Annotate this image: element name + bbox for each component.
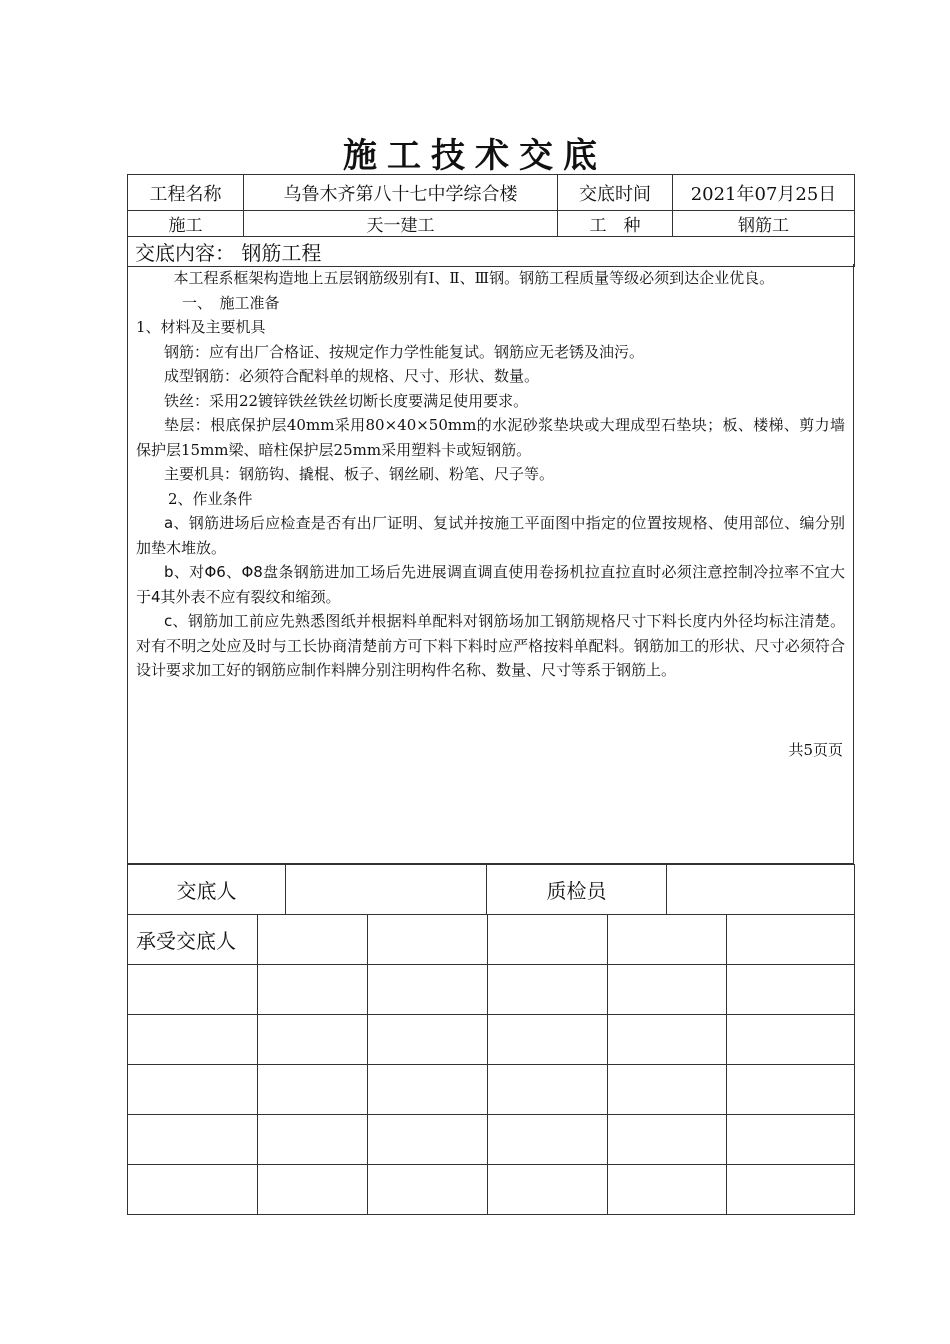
page-title: 施工技术交底: [343, 136, 607, 176]
signature-cell[interactable]: [368, 1115, 488, 1165]
signature-cell[interactable]: [368, 965, 488, 1015]
signature-cell[interactable]: [608, 1065, 727, 1115]
cushion-paragraph: 垫层：根底保护层40mm采用80×40×50mm的水泥砂浆垫块或大理成型石垫块；板、楼梯、剪力墙保护层15mm梁、暗柱保护层25mm采用塑料卡或短钢筋。: [136, 416, 845, 459]
item-a-paragraph: a、钢筋进场后应检查是否有出厂证明、复试并按施工平面图中指定的位置按规格、使用部位、编分别加垫木堆放。: [136, 514, 845, 557]
receiver-grid: [127, 914, 855, 1215]
signature-cell[interactable]: [258, 1065, 368, 1115]
signature-cell[interactable]: [368, 915, 488, 965]
trade-label: 工 种: [558, 211, 673, 237]
trade-value: 钢筋工: [673, 211, 855, 237]
signature-cell[interactable]: [258, 965, 368, 1015]
signature-cell[interactable]: [368, 1065, 488, 1115]
contractor-value: 天一建工: [244, 211, 558, 237]
briefer-label: 交底人: [128, 865, 286, 915]
signature-cell[interactable]: [488, 965, 608, 1015]
page-count-note: 共5页页: [788, 741, 843, 759]
item-c-paragraph: c、钢筋加工前应先熟悉图纸并根据料单配料对钢筋场加工钢筋规格尺寸下料长度内外径均标注清楚。对有不明之处应及时与工长协商清楚前方可下料下料时应严格按料单配料。钢筋加工的形状、尺寸必须符合设计要求加工好的钢筋应制作料牌分别注明构件名称、数量、尺寸等系于钢筋上。: [136, 612, 845, 679]
wire-paragraph: 铁丝：采用22镀锌铁丝铁丝切断长度要满足使用要求。: [164, 391, 529, 410]
formed-rebar-paragraph: 成型钢筋：必须符合配料单的规格、尺寸、形状、数量。: [164, 367, 540, 385]
subsection-materials: 1、材料及主要机具: [136, 318, 266, 336]
section-heading: 一、 施工准备: [182, 293, 280, 312]
signature-cell[interactable]: [608, 965, 727, 1015]
signature-cell[interactable]: [128, 965, 258, 1015]
content-label: 交底内容： 钢筋工程: [128, 237, 855, 267]
briefing-time-value: 2021年07月25日: [673, 175, 855, 211]
signature-cell[interactable]: [608, 1115, 727, 1165]
signature-cell[interactable]: [488, 1015, 608, 1065]
inspector-label: 质检员: [487, 865, 667, 915]
intro-paragraph: 本工程系框架构造地上五层钢筋级别有Ⅰ、Ⅱ、Ⅲ钢。钢筋工程质量等级必须到达企业优良。: [173, 269, 775, 287]
signature-cell[interactable]: [727, 1115, 855, 1165]
briefing-content: [136, 266, 845, 683]
signature-cell[interactable]: [368, 1015, 488, 1065]
receiver-label: 承受交底人: [128, 915, 258, 965]
signature-cell[interactable]: [488, 1065, 608, 1115]
signature-cell[interactable]: [368, 1165, 488, 1215]
signature-cell[interactable]: [488, 915, 608, 965]
signature-cell[interactable]: [258, 1115, 368, 1165]
signature-cell[interactable]: [608, 1015, 727, 1065]
signature-cell[interactable]: [128, 1015, 258, 1065]
signature-cell[interactable]: [128, 1165, 258, 1215]
signature-cell[interactable]: [128, 1065, 258, 1115]
signature-cell[interactable]: [608, 915, 727, 965]
inspector-signature-cell[interactable]: [667, 865, 855, 915]
signature-cell[interactable]: [727, 1065, 855, 1115]
rebar-paragraph: 钢筋：应有出厂合格证、按规定作力学性能复试。钢筋应无老锈及油污。: [164, 342, 645, 361]
signature-cell[interactable]: [727, 1165, 855, 1215]
signoff-table: [127, 864, 855, 915]
project-name-label: 工程名称: [128, 175, 244, 211]
header-table: [127, 174, 855, 267]
briefing-time-label: 交底时间: [558, 175, 673, 211]
briefer-signature-cell[interactable]: [286, 865, 487, 915]
signature-cell[interactable]: [727, 1015, 855, 1065]
tools-paragraph: 主要机具：钢筋钩、撬棍、板子、钢丝刷、粉笔、尺子等。: [164, 465, 555, 483]
signature-cell[interactable]: [488, 1165, 608, 1215]
signature-cell[interactable]: [128, 1115, 258, 1165]
subsection-conditions: 2、作业条件: [168, 489, 253, 508]
signature-cell[interactable]: [258, 1165, 368, 1215]
signature-cell[interactable]: [727, 965, 855, 1015]
signature-cell[interactable]: [727, 915, 855, 965]
signature-cell[interactable]: [258, 1015, 368, 1065]
briefing-content-box: [127, 264, 854, 864]
signature-cell[interactable]: [488, 1115, 608, 1165]
signature-cell[interactable]: [258, 915, 368, 965]
contractor-label: 施工: [128, 211, 244, 237]
signature-cell[interactable]: [608, 1165, 727, 1215]
project-name-value: 乌鲁木齐第八十七中学综合楼: [244, 175, 558, 211]
item-b-paragraph: b、对Φ6、Φ8盘条钢筋进加工场后先进展调直调直使用卷扬机拉直拉直时必须注意控制冷拉率不宜大于4其外表不应有裂纹和缩颈。: [136, 563, 845, 606]
